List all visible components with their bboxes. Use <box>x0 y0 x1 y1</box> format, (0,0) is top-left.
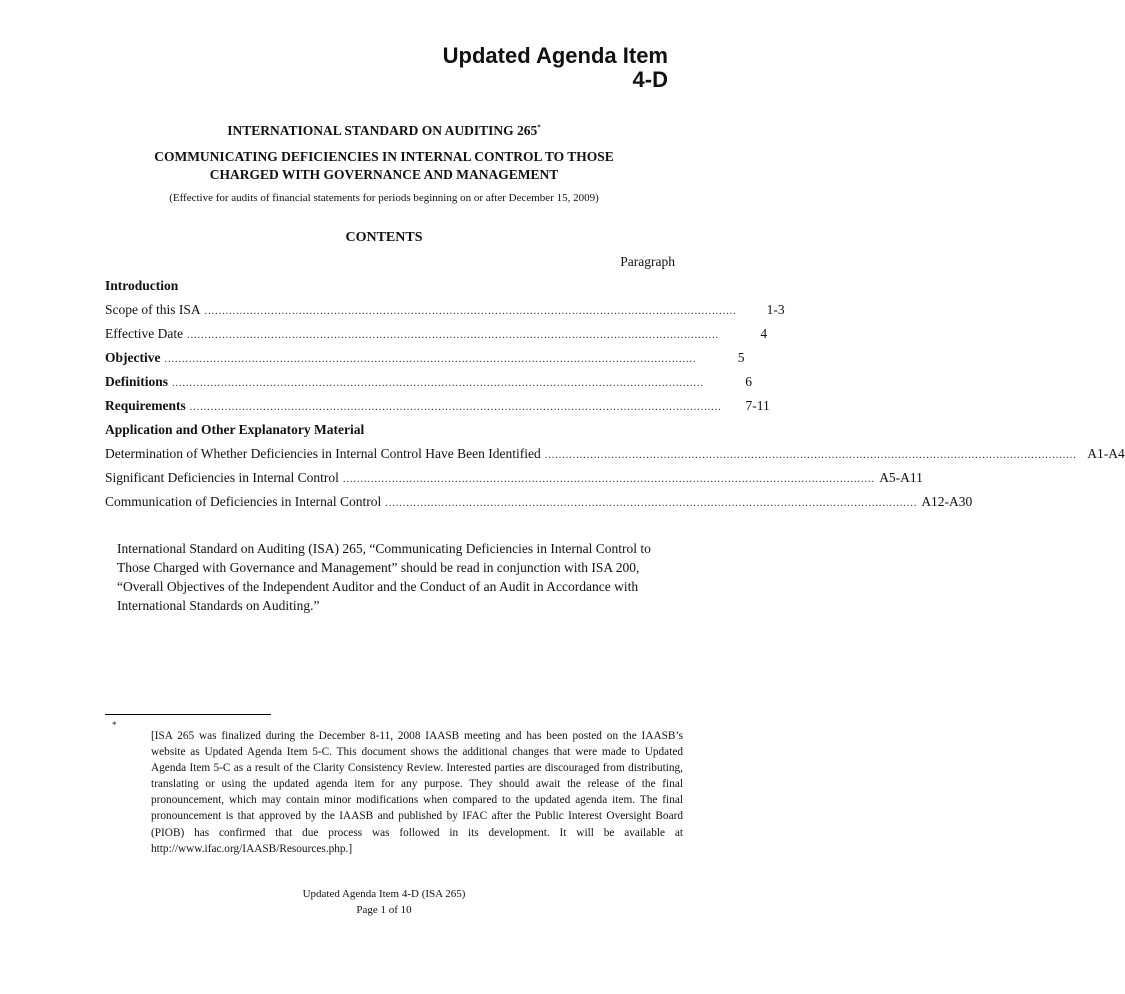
toc-entry-label: Definitions <box>105 374 169 389</box>
toc-entry-paragraph: 4 <box>760 326 768 341</box>
agenda-title-line1: Updated Agenda Item <box>442 43 668 68</box>
toc-entry-label: Effective Date <box>105 326 184 341</box>
toc-entry-communication[interactable] <box>105 494 973 512</box>
toc-dot-leader: ........................................................................................................................................................ <box>204 306 737 317</box>
footnote-separator <box>105 714 271 715</box>
toc-dot-leader: ........................................................................................................................................................ <box>189 402 722 413</box>
toc-entry-paragraph: 7-11 <box>745 398 770 413</box>
application-material-heading: Application and Other Explanatory Material <box>105 422 365 437</box>
toc-entry-determination[interactable] <box>105 446 1125 464</box>
footer-document-name: Updated Agenda Item 4-D (ISA 265) <box>302 888 466 900</box>
toc-entry-label: Communication of Deficiencies in Internal Control <box>105 494 382 509</box>
toc-dot-leader: ........................................................................................................................................................ <box>385 498 918 509</box>
standard-subtitle <box>80 148 688 184</box>
footnote-reference-mark: * <box>537 123 541 132</box>
toc-entry-scope[interactable] <box>105 302 785 320</box>
toc-dot-leader: ........................................................................................................................................................ <box>172 378 705 389</box>
toc-entry-paragraph: 6 <box>745 374 753 389</box>
toc-dot-leader: ........................................................................................................................................................ <box>187 330 720 341</box>
paragraph-column-label: Paragraph <box>620 254 675 269</box>
toc-entry-objective[interactable] <box>105 350 745 368</box>
toc-entry-requirements[interactable] <box>105 398 770 416</box>
toc-entry-label: Scope of this ISA <box>105 302 201 317</box>
agenda-title-line2: 4-D <box>632 67 668 92</box>
introduction-heading: Introduction <box>105 278 179 293</box>
subtitle-line2: CHARGED WITH GOVERNANCE AND MANAGEMENT <box>209 167 559 182</box>
toc-entry-paragraph: A5-A11 <box>879 470 923 485</box>
toc-entry-paragraph: A12-A30 <box>921 494 973 509</box>
read-in-conjunction-note: International Standard on Auditing (ISA) 265, “Communicating Deficiencies in Internal Control to Those Charged with Governance and Management” should be read in conjunction with ISA 200, “Overall Objectives of the Independent Auditor and the Conduct of an Audit in Accordance with International Standards on Auditing.” <box>117 541 651 613</box>
toc-entry-label: Significant Deficiencies in Internal Control <box>105 470 339 485</box>
effective-date-note: (Effective for audits of financial statements for periods beginning on or after December 15, 2009) <box>169 192 599 204</box>
page-footer <box>0 886 768 918</box>
toc-entry-label: Requirements <box>105 398 186 413</box>
footnote-text: [ISA 265 was finalized during the December 8-11, 2008 IAASB meeting and has been posted on the IAASB’s website as Updated Agenda Item 5-C. This document shows the additional changes that were made to Updated Agenda Item 5-C as a result of the Clarity Consistency Review. Interested parties are discouraged from distributing, translating or using the updated agenda item for any purpose. They should await the release of the final pronouncement, which may contain minor modifications when compared to the updated agenda item. The final pronouncement is that approved by the IAASB and published by IFAC after the Public Interest Oversight Board (PIOB) has confirmed that due process was followed in its development. It will be available at http://www.ifac.org/IAASB/Resources.php.] <box>151 730 683 855</box>
toc-entry-label: Objective <box>105 350 161 365</box>
agenda-item-title <box>443 44 668 92</box>
footer-page-number: Page 1 of 10 <box>356 904 412 916</box>
standard-title <box>0 123 768 139</box>
toc-entry-paragraph: 5 <box>737 350 745 365</box>
footnote-mark: * <box>112 720 117 730</box>
toc-entry-effective-date[interactable] <box>105 326 768 344</box>
subtitle-line1: COMMUNICATING DEFICIENCIES IN INTERNAL CONTROL TO THOSE <box>154 149 614 164</box>
toc-entry-paragraph: A1-A4 <box>1087 446 1125 461</box>
toc-dot-leader: ........................................................................................................................................................ <box>544 450 1077 461</box>
toc-dot-leader: ........................................................................................................................................................ <box>342 474 875 485</box>
toc-entry-label: Determination of Whether Deficiencies in Internal Control Have Been Identified <box>105 446 541 461</box>
toc-entry-definitions[interactable] <box>105 374 753 392</box>
toc-entry-significant-deficiencies[interactable] <box>105 470 923 488</box>
contents-heading: CONTENTS <box>345 230 423 245</box>
standard-title-text: INTERNATIONAL STANDARD ON AUDITING 265 <box>227 123 538 138</box>
toc-entry-paragraph: 1-3 <box>766 302 785 317</box>
toc-dot-leader: ........................................................................................................................................................ <box>164 354 697 365</box>
